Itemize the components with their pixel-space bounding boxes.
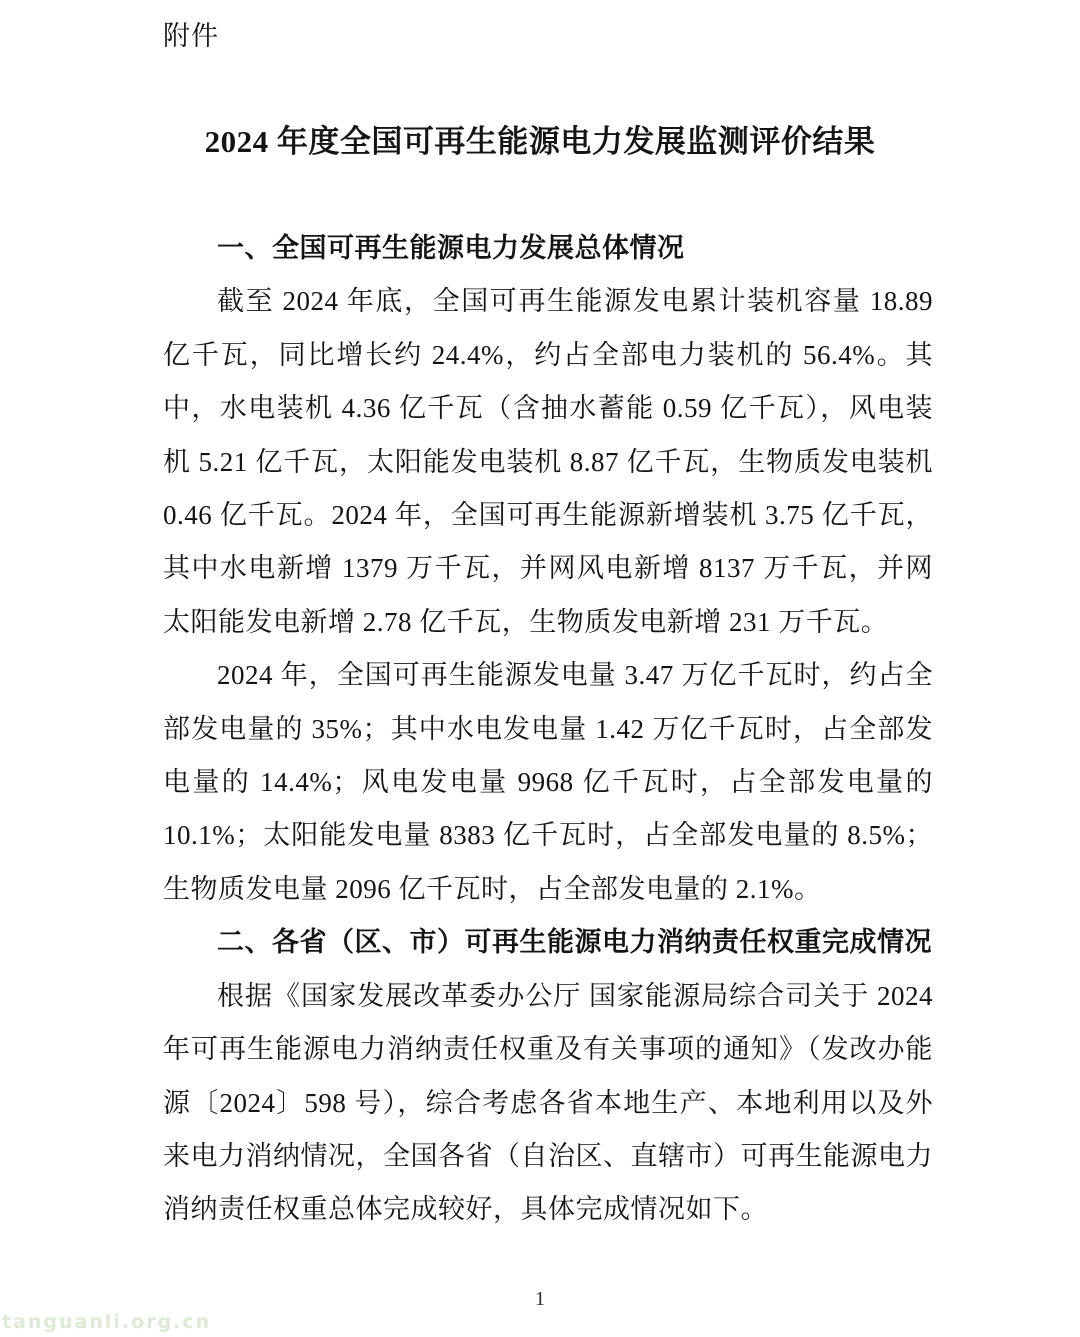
watermark: tanguanli.org.cn <box>2 1311 212 1333</box>
document-title: 2024 年度全国可再生能源电力发展监测评价结果 <box>204 124 876 159</box>
document-body <box>163 222 933 1237</box>
section-2-paragraph-1: 根据《国家发展改革委办公厅 国家能源局综合司关于 2024 年可再生能源电力消纳责任权重及有关事项的通知》（发改办能源〔2024〕598 号），综合考虑各省本地生产、本地利用以及外来电力消纳情况，全国各省（自治区、直辖市）可再生能源电力消纳责任权重总体完成较好，具体完成情况如下。 <box>163 980 933 1225</box>
attachment-label: 附件 <box>163 21 219 51</box>
section-1-heading: 一、全国可再生能源电力发展总体情况 <box>217 233 685 263</box>
section-2-heading: 二、各省（区、市）可再生能源电力消纳责任权重完成情况 <box>217 927 932 958</box>
section-1-paragraph-2: 2024 年，全国可再生能源发电量 3.47 万亿千瓦时，约占全部发电量的 35%；其中水电发电量 1.42 万亿千瓦时，占全部发电量的 14.4%；风电发电量 9968 亿千瓦时，占全部发电量的 10.1%；太阳能发电量 8383 亿千瓦时，占全部发电量的 8.5%；生物质发电量 2096 亿千瓦时，占全部发电量的 2.1%。 <box>163 660 933 904</box>
page-number: 1 <box>535 1288 545 1310</box>
section-1-paragraph-1: 截至 2024 年底，全国可再生能源发电累计装机容量 18.89 亿千瓦，同比增长约 24.4%，约占全部电力装机的 56.4%。其中，水电装机 4.36 亿千瓦（含抽水蓄能 0.59 亿千瓦），风电装机 5.21 亿千瓦，太阳能发电装机 8.87 亿千瓦，生物质发电装机 0.46 亿千瓦。2024 年，全国可再生能源新增装机 3.75 亿千瓦，其中水电新增 1379 万千瓦，并网风电新增 8137 万千瓦，并网太阳能发电新增 2.78 亿千瓦，生物质发电新增 231 万千瓦。 <box>163 286 933 637</box>
